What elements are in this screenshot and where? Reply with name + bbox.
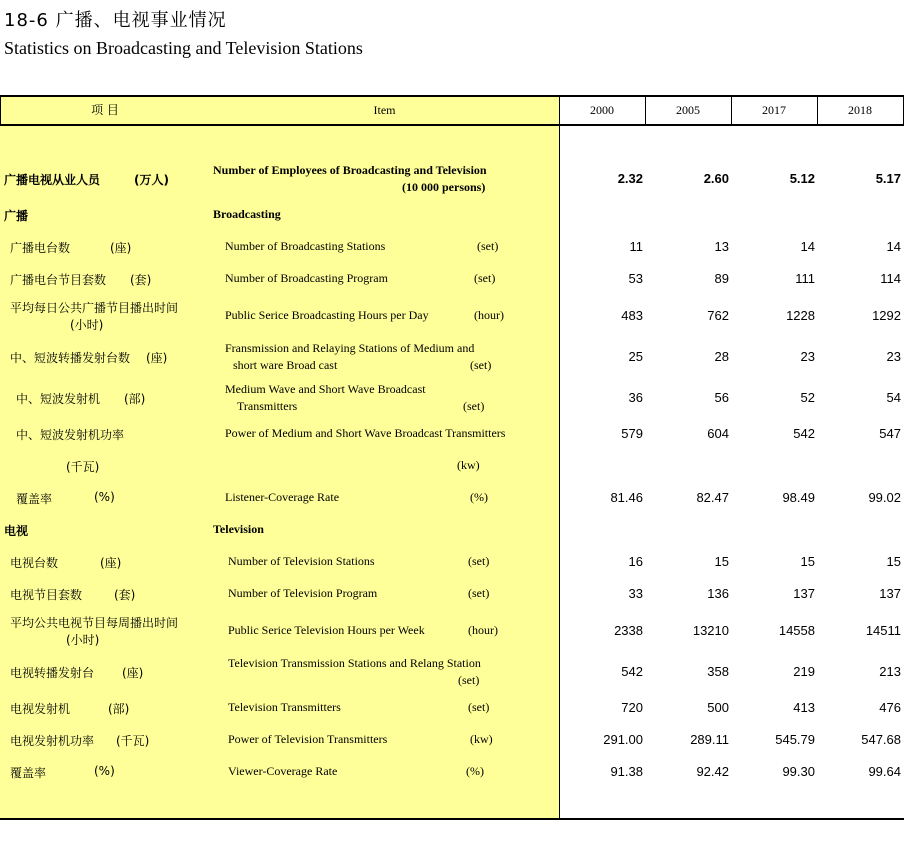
value-2005: 289.11 [690, 732, 729, 747]
row-label-en: Fransmission and Relaying Stations of Medium and [225, 341, 475, 355]
value-2000: 11 [629, 239, 643, 254]
row-label-en: Number of Television Program [228, 586, 378, 600]
table-header-rule [0, 124, 904, 126]
row-label-en: Medium Wave and Short Wave Broadcast [225, 382, 426, 396]
value-2017: 14558 [778, 623, 815, 638]
value-2018: 14511 [865, 623, 901, 638]
value-2018: 54 [886, 390, 901, 405]
value-2017: 15 [800, 554, 815, 569]
row-unit-en: (hour) [468, 623, 498, 637]
value-2018: 14 [886, 239, 901, 254]
row-unit-en: (set) [468, 554, 490, 568]
value-2005: 15 [714, 554, 729, 569]
header-year-2005: 2005 [676, 103, 700, 117]
row-label-en-line2: short ware Broad cast [233, 358, 338, 372]
value-2005: 82.47 [696, 490, 729, 505]
row-label-cn: 广播电视从业人员 [4, 173, 101, 187]
row-label-en: Public Serice Television Hours per Week [228, 623, 425, 637]
row-label-cn: 电视发射机功率 [10, 734, 95, 748]
row-label-en: Public Serice Broadcasting Hours per Day [225, 308, 429, 322]
row-label-cn: 平均公共电视节目每周播出时间 [10, 616, 179, 630]
page-title-en: Statistics on Broadcasting and Television Stations [4, 38, 363, 58]
section-label-cn: 广播 [4, 209, 29, 223]
value-2018: 99.02 [868, 490, 901, 505]
value-2000: 542 [621, 664, 643, 679]
row-label-en: Number of Broadcasting Program [225, 271, 388, 285]
value-2018: 137 [879, 586, 901, 601]
row-label-cn: 中、短波发射机功率 [16, 428, 125, 442]
row-label-en: Number of Broadcasting Stations [225, 239, 386, 253]
row-unit-cn: (%) [94, 764, 115, 778]
row-label-en: Television Transmitters [228, 700, 341, 714]
value-2018: 23 [886, 349, 901, 364]
value-2000: 291.00 [603, 732, 643, 747]
value-2005: 762 [707, 308, 729, 323]
value-2005: 92.42 [696, 764, 729, 779]
value-2000: 53 [628, 271, 643, 286]
row-label-cn: 电视发射机 [10, 702, 71, 716]
value-2017: 545.79 [775, 732, 815, 747]
value-2005: 28 [714, 349, 729, 364]
row-label-cn: 电视节目套数 [10, 588, 83, 602]
row-unit-cn: (万人) [134, 173, 169, 187]
row-label-cn: 中、短波转播发射台数 [10, 351, 131, 365]
row-label-cn: 广播电台节目套数 [10, 273, 107, 287]
value-2018: 213 [879, 664, 901, 679]
row-unit-en: (set) [468, 586, 490, 600]
header-year-2018: 2018 [848, 103, 872, 117]
row-label-cn: 电视转播发射台 [10, 666, 95, 680]
row-unit-en: (set) [477, 239, 499, 253]
row-unit-en: (set) [463, 399, 485, 413]
value-2005: 604 [707, 426, 729, 441]
row-unit-cn: (部) [108, 702, 130, 716]
row-label-en: Number of Television Stations [228, 554, 375, 568]
value-2000: 91.38 [610, 764, 643, 779]
section-label-cn: 电视 [4, 524, 29, 538]
row-label-en: Power of Television Transmitters [228, 732, 388, 746]
section-label-en: Television [213, 522, 264, 536]
value-2017: 23 [800, 349, 815, 364]
row-label-en: Viewer-Coverage Rate [228, 764, 338, 778]
row-label-cn: 中、短波发射机 [16, 392, 101, 406]
value-2000: 16 [628, 554, 643, 569]
value-2000: 483 [621, 308, 643, 323]
value-2017: 219 [793, 664, 815, 679]
row-unit-cn: (小时) [66, 633, 100, 647]
value-2017: 5.12 [789, 171, 815, 186]
value-2000: 2338 [614, 623, 643, 638]
row-label-cn: 平均每日公共广播节目播出时间 [10, 301, 179, 315]
value-2018: 15 [886, 554, 901, 569]
value-2017: 413 [793, 700, 815, 715]
value-2017: 137 [793, 586, 815, 601]
row-label-en-line2: Transmitters [237, 399, 298, 413]
row-label-en: Listener-Coverage Rate [225, 490, 340, 504]
value-2017: 52 [800, 390, 815, 405]
row-unit-en: (set) [474, 271, 496, 285]
item-column-divider [559, 96, 560, 819]
value-2005: 13210 [692, 623, 729, 638]
row-unit-en: (set) [468, 700, 490, 714]
row-unit-cn: (座) [122, 666, 144, 680]
row-label-cn: 电视台数 [10, 556, 59, 570]
value-2018: 547.68 [861, 732, 901, 747]
value-2017: 98.49 [782, 490, 815, 505]
row-unit-cn: (座) [100, 556, 122, 570]
row-unit-cn: (座) [146, 351, 168, 365]
value-2005: 13 [714, 239, 729, 254]
value-2018: 1292 [872, 308, 901, 323]
row-unit-cn: (千瓦) [66, 460, 100, 474]
value-2005: 89 [714, 271, 729, 286]
value-2005: 56 [714, 390, 729, 405]
value-2018: 476 [879, 700, 901, 715]
value-2017: 111 [795, 271, 815, 286]
header-item-cn: 项 目 [91, 103, 119, 117]
value-2018: 99.64 [868, 764, 901, 779]
row-unit-en: (set) [470, 358, 492, 372]
row-unit-cn: (部) [124, 392, 146, 406]
row-label-en: Number of Employees of Broadcasting and Television [213, 163, 487, 177]
row-unit-en: (10 000 persons) [402, 180, 486, 194]
table-bottom-rule [0, 818, 904, 820]
value-2005: 358 [707, 664, 729, 679]
row-label-en: Television Transmission Stations and Relang Station [228, 656, 481, 670]
value-2000: 2.32 [617, 171, 643, 186]
value-2018: 547 [879, 426, 901, 441]
value-2017: 99.30 [782, 764, 815, 779]
page-title-cn: 18-6 广播、电视事业情况 [4, 10, 227, 31]
header-year-2000: 2000 [590, 103, 614, 117]
value-2000: 25 [628, 349, 643, 364]
row-unit-en: (hour) [474, 308, 504, 322]
value-2017: 1228 [786, 308, 815, 323]
value-2017: 14 [800, 239, 815, 254]
row-unit-en: (%) [466, 764, 484, 778]
value-2017: 542 [793, 426, 815, 441]
row-unit-cn: (千瓦) [116, 734, 150, 748]
row-unit-cn: (座) [110, 241, 132, 255]
value-2005: 136 [707, 586, 729, 601]
row-label-cn: 覆盖率 [16, 492, 53, 506]
row-unit-cn: (套) [130, 273, 152, 287]
row-unit-en: (%) [470, 490, 488, 504]
value-2005: 500 [707, 700, 729, 715]
value-2000: 81.46 [610, 490, 643, 505]
row-unit-en: (set) [458, 673, 480, 687]
row-unit-cn: (小时) [70, 318, 104, 332]
value-2000: 36 [628, 390, 643, 405]
header-item-en: Item [373, 103, 396, 117]
value-2018: 5.17 [875, 171, 901, 186]
value-2018: 114 [880, 271, 901, 286]
section-label-en: Broadcasting [213, 207, 281, 221]
row-unit-en: (kw) [457, 458, 480, 472]
row-label-en: Power of Medium and Short Wave Broadcast Transmitters [225, 426, 506, 440]
value-2005: 2.60 [703, 171, 729, 186]
value-2000: 33 [628, 586, 643, 601]
row-unit-cn: (%) [94, 490, 115, 504]
row-label-cn: 覆盖率 [10, 766, 47, 780]
row-unit-en: (kw) [470, 732, 493, 746]
value-2000: 720 [621, 700, 643, 715]
value-2000: 579 [621, 426, 643, 441]
header-year-2017: 2017 [762, 103, 786, 117]
row-label-cn: 广播电台数 [10, 241, 71, 255]
row-unit-cn: (套) [114, 588, 136, 602]
